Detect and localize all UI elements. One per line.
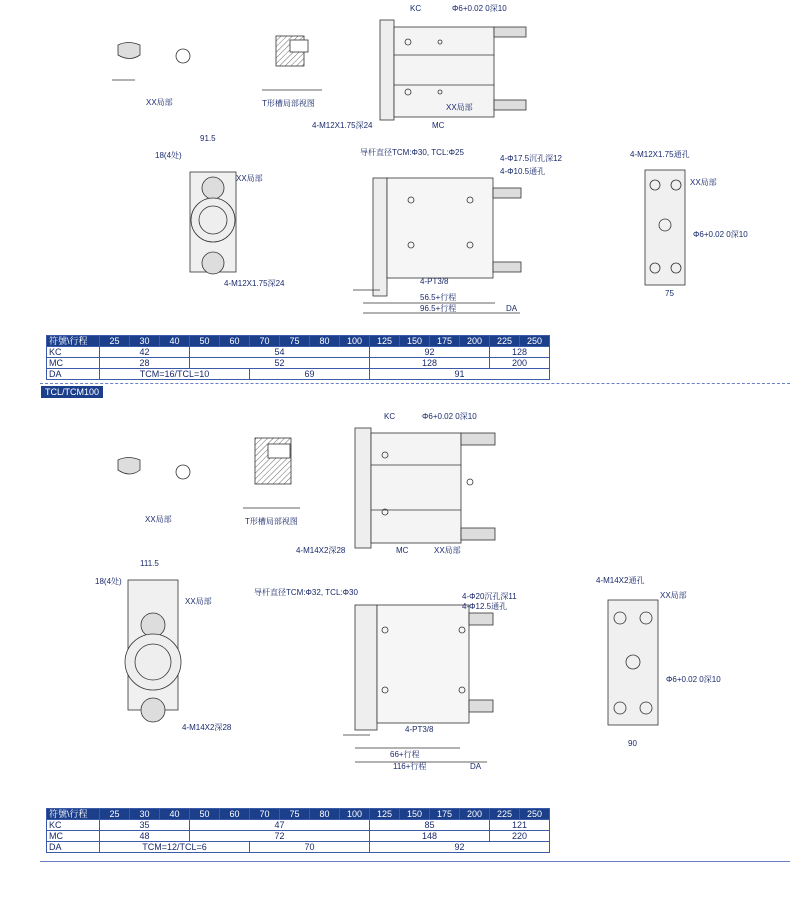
b-dim-front-thread: 4-M14X2深28 [182, 723, 232, 732]
dimension-table-1 [46, 335, 550, 380]
table-cell: 128 [370, 358, 490, 369]
table-cell: 92 [370, 842, 550, 853]
table-row [47, 347, 550, 358]
b-dim-front-xx: XX局部 [185, 597, 212, 606]
b-dim-thread: 4-M14X2深28 [296, 546, 346, 555]
section-label-tcl-tcm100: TCL/TCM100 [41, 386, 103, 398]
table-cell: TCM=16/TCL=10 [100, 369, 250, 380]
stroke-header: 175 [430, 336, 460, 347]
b-dim-da: DA [470, 762, 482, 771]
stroke-header: 40 [160, 336, 190, 347]
stroke-header: 100 [340, 809, 370, 820]
bottom-detail-label: XX局部 [145, 515, 172, 524]
table-cell: 85 [370, 820, 490, 831]
table-cell: 200 [490, 358, 550, 369]
table-row [47, 842, 550, 853]
top-detail-label: XX局部 [146, 98, 173, 107]
dim-pin: Φ6+0.02 0深10 [452, 4, 507, 13]
table-cell: 92 [370, 347, 490, 358]
table-cell: TCM=12/TCL=6 [100, 842, 250, 853]
stroke-header: 60 [220, 809, 250, 820]
table-cell: 48 [100, 831, 190, 842]
stroke-header: 50 [190, 336, 220, 347]
dim-back-pin: Φ6+0.02 0深10 [693, 230, 748, 239]
b-dim-stroke1: 66+行程 [390, 750, 420, 759]
b-dim-back-xx: XX局部 [660, 591, 687, 600]
dim-da: DA [506, 304, 518, 313]
dim-thread: 4-M12X1.75深24 [312, 121, 373, 130]
b-dim-counterbore: 4-Φ20沉孔深11 [462, 592, 517, 601]
table-corner-header: 符號\行程 [47, 336, 100, 347]
stroke-header: 80 [310, 809, 340, 820]
b-dim-kc: KC [384, 412, 396, 421]
top-drawings [0, 0, 790, 330]
b-dim-port: 4-PT3/8 [405, 725, 434, 734]
stroke-header: 80 [310, 336, 340, 347]
stroke-header: 150 [400, 336, 430, 347]
table-row [47, 820, 550, 831]
dim-port: 4-PT3/8 [420, 277, 449, 286]
bottom-tslot-label: T形槽局部视图 [245, 517, 298, 526]
b-dim-back-pin: Φ6+0.02 0深10 [666, 675, 721, 684]
dim-front-xx: XX局部 [236, 174, 263, 183]
section-divider [40, 383, 790, 384]
table-cell: 91 [370, 369, 550, 380]
row-label: KC [47, 820, 100, 831]
stroke-header: 250 [520, 809, 550, 820]
dim-back-thread: 4-M12X1.75通孔 [630, 150, 690, 159]
dimension-table-2 [46, 808, 550, 853]
table-cell: 52 [190, 358, 370, 369]
b-dim-front-width: 111.5 [140, 559, 159, 568]
table-corner-header: 符號\行程 [47, 809, 100, 820]
stroke-header: 200 [460, 336, 490, 347]
dim-guide-rod: 导杆直径TCM:Φ30, TCL:Φ25 [360, 148, 464, 157]
b-dim-back-width: 90 [628, 739, 637, 748]
stroke-header: 125 [370, 336, 400, 347]
table-cell: 148 [370, 831, 490, 842]
stroke-header: 75 [280, 809, 310, 820]
dim-back-xx: XX局部 [690, 178, 717, 187]
b-dim-through-hole: 4-Φ12.5通孔 [462, 602, 508, 611]
stroke-header: 225 [490, 809, 520, 820]
table-cell: 47 [190, 820, 370, 831]
dim-counterbore: 4-Φ17.5沉孔深12 [500, 154, 562, 163]
table-cell: 128 [490, 347, 550, 358]
bottom-drawings [0, 400, 790, 805]
b-dim-stroke2: 116+行程 [393, 762, 427, 771]
table-cell: 54 [190, 347, 370, 358]
dim-kc: KC [410, 4, 422, 13]
row-label: MC [47, 358, 100, 369]
table-cell: 28 [100, 358, 190, 369]
top-tslot-label: T形槽局部视图 [262, 99, 315, 108]
b-dim-back-thread: 4-M14X2通孔 [596, 576, 645, 585]
table-cell: 121 [490, 820, 550, 831]
stroke-header: 30 [130, 809, 160, 820]
table-cell: 42 [100, 347, 190, 358]
b-dim-front-corner: 18(4处) [95, 577, 122, 586]
stroke-header: 250 [520, 336, 550, 347]
dim-through-hole: 4-Φ10.5通孔 [500, 167, 546, 176]
stroke-header: 70 [250, 809, 280, 820]
stroke-header: 150 [400, 809, 430, 820]
dim-stroke1: 56.5+行程 [420, 293, 457, 302]
dim-xx: XX局部 [446, 103, 473, 112]
table-row [47, 831, 550, 842]
stroke-header: 25 [100, 809, 130, 820]
b-dim-guide-rod: 导杆直径TCM:Φ32, TCL:Φ30 [254, 588, 358, 597]
table-cell: 70 [250, 842, 370, 853]
stroke-header: 70 [250, 336, 280, 347]
stroke-header: 125 [370, 809, 400, 820]
b-dim-xx: XX局部 [434, 546, 461, 555]
stroke-header: 30 [130, 336, 160, 347]
stroke-header: 200 [460, 809, 490, 820]
b-dim-pin: Φ6+0.02 0深10 [422, 412, 477, 421]
stroke-header: 60 [220, 336, 250, 347]
stroke-header: 25 [100, 336, 130, 347]
stroke-header: 175 [430, 809, 460, 820]
table-row [47, 369, 550, 380]
dim-front-thread: 4-M12X1.75深24 [224, 279, 285, 288]
stroke-header: 100 [340, 336, 370, 347]
row-label: KC [47, 347, 100, 358]
stroke-header: 75 [280, 336, 310, 347]
stroke-header: 50 [190, 809, 220, 820]
row-label: DA [47, 369, 100, 380]
table-cell: 69 [250, 369, 370, 380]
row-label: DA [47, 842, 100, 853]
table-cell: 220 [490, 831, 550, 842]
stroke-header: 40 [160, 809, 190, 820]
dim-stroke2: 96.5+行程 [420, 304, 457, 313]
table-cell: 72 [190, 831, 370, 842]
dim-back-width: 75 [665, 289, 674, 298]
b-dim-mc: MC [396, 546, 409, 555]
table-cell: 35 [100, 820, 190, 831]
dim-mc: MC [432, 121, 445, 130]
dim-front-width: 91.5 [200, 134, 216, 143]
stroke-header: 225 [490, 336, 520, 347]
row-label: MC [47, 831, 100, 842]
table-row [47, 358, 550, 369]
dim-front-corner: 18(4处) [155, 151, 182, 160]
